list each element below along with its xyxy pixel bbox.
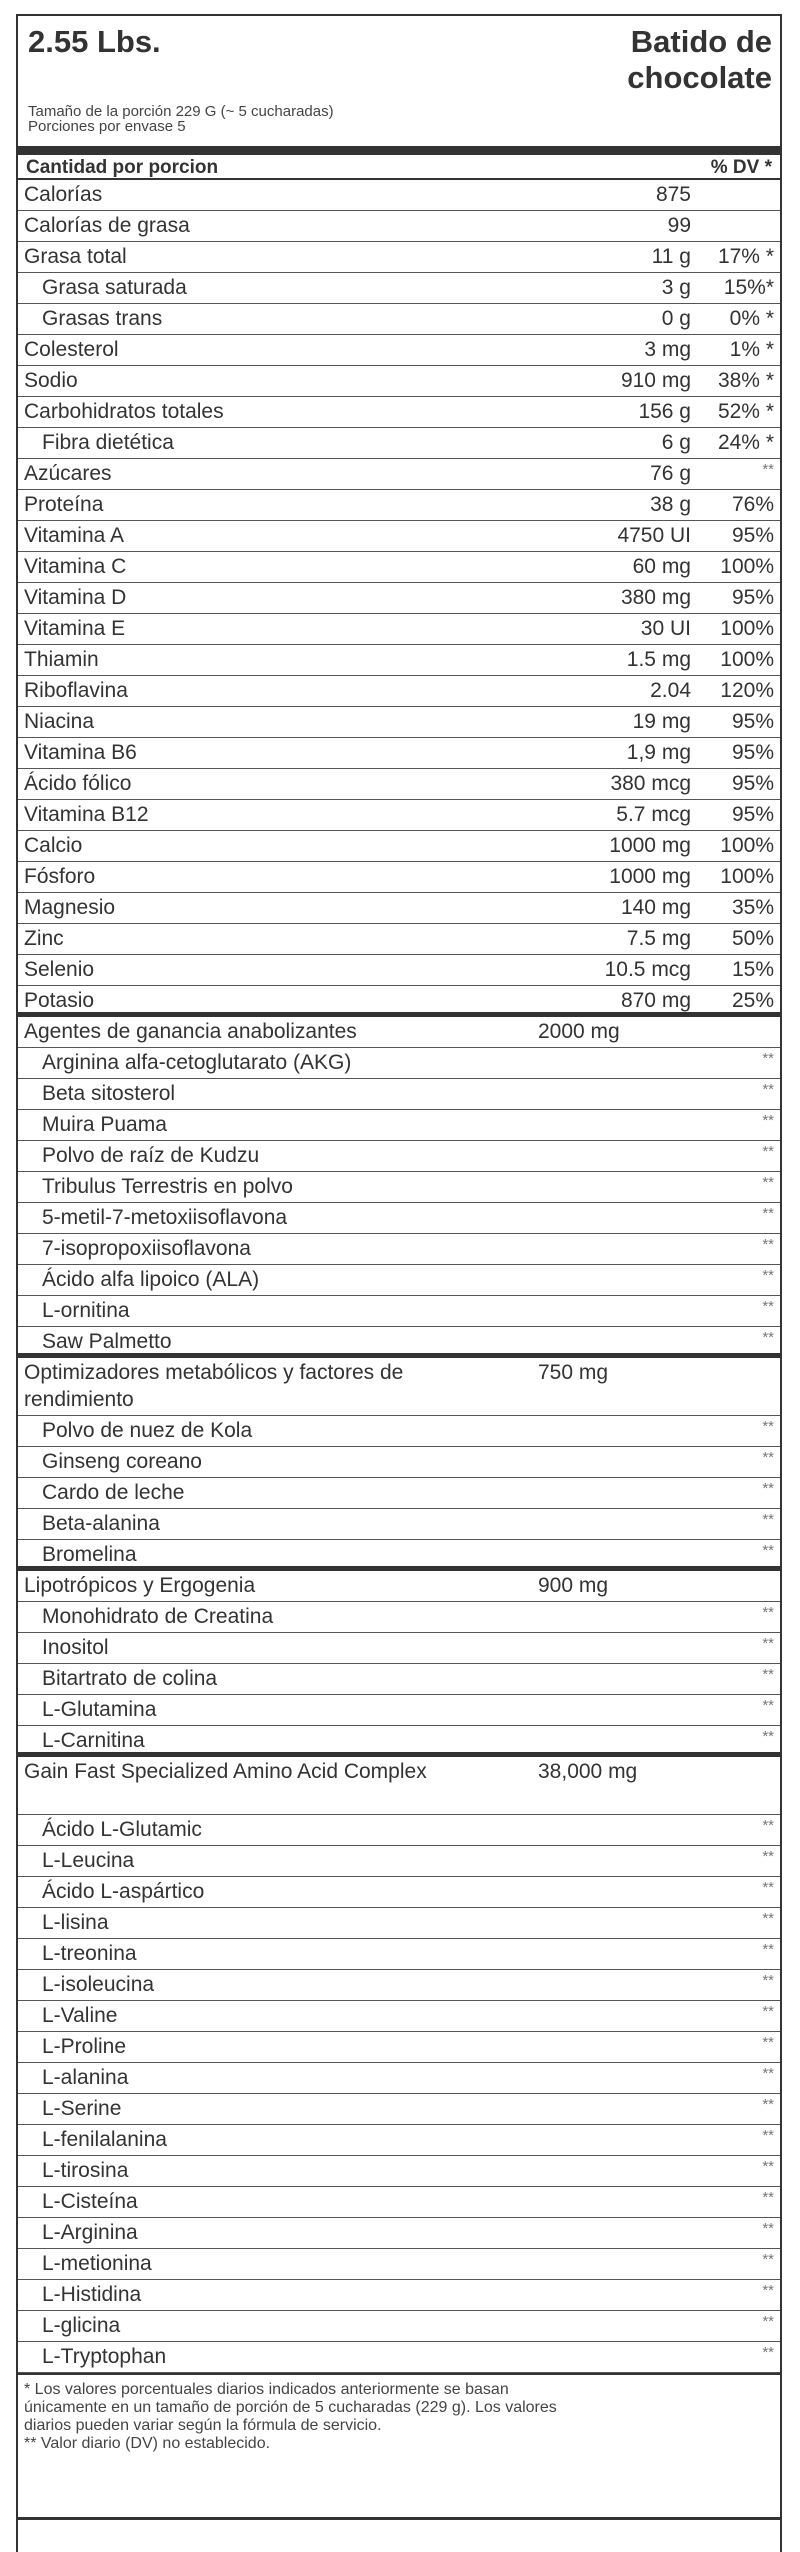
nutrient-name: Grasa saturada xyxy=(42,276,187,299)
nutrient-row xyxy=(18,831,780,862)
footnote xyxy=(18,2373,780,2461)
nutrient-row xyxy=(18,583,780,614)
blend-list xyxy=(18,1017,780,2373)
blend-ingredient-row xyxy=(18,2218,780,2249)
blend-ingredient-row xyxy=(18,1509,780,1540)
serving-size: Tamaño de la porción 229 G (~ 5 cucharadas) xyxy=(28,103,334,120)
ingredient-daily-value: ** xyxy=(762,1511,774,1528)
blend-heading-row xyxy=(18,1358,780,1416)
nutrient-amount: 7.5 mg xyxy=(626,927,691,950)
nutrient-daily-value: 120% xyxy=(720,679,774,702)
ingredient-daily-value: ** xyxy=(762,1205,774,1222)
nutrient-amount: 2.04 xyxy=(650,679,691,702)
blend-ingredient-row xyxy=(18,1048,780,1079)
nutrient-row xyxy=(18,273,780,304)
nutrient-amount: 3 mg xyxy=(644,338,691,361)
nutrient-name: Niacina xyxy=(24,710,95,733)
ingredient-name: Polvo de nuez de Kola xyxy=(42,1419,253,1442)
blend-ingredient-row xyxy=(18,1939,780,1970)
nutrient-name: Vitamina A xyxy=(24,524,125,547)
daily-value-heading: % DV * xyxy=(710,157,772,178)
ingredient-name: L-Carnitina xyxy=(42,1729,145,1752)
label-header xyxy=(18,16,780,146)
nutrient-name: Vitamina C xyxy=(24,555,127,578)
ingredient-name: L-Tryptophan xyxy=(42,2345,167,2368)
nutrient-daily-value: 17% * xyxy=(717,245,774,268)
ingredient-name: L-Arginina xyxy=(42,2221,138,2244)
nutrient-amount: 380 mg xyxy=(620,586,691,609)
footnote-line-4: ** Valor diario (DV) no establecido. xyxy=(24,2435,271,2452)
nutrient-name: Calorías de grasa xyxy=(24,214,190,237)
nutrient-name: Ácido fólico xyxy=(24,772,132,795)
nutrient-name: Colesterol xyxy=(24,338,119,361)
blend-ingredient-row xyxy=(18,2187,780,2218)
blend-ingredient-row xyxy=(18,1447,780,1478)
ingredient-name: L-fenilalanina xyxy=(42,2128,167,2151)
blend-ingredient-row xyxy=(18,1141,780,1172)
nutrient-daily-value: 76% xyxy=(731,493,774,516)
nutrient-row xyxy=(18,986,780,1017)
nutrient-name: Fibra dietética xyxy=(42,431,174,454)
blend-heading-row xyxy=(18,1757,780,1815)
nutrient-row xyxy=(18,769,780,800)
ingredient-daily-value: ** xyxy=(762,1941,774,1958)
nutrient-amount: 0 g xyxy=(661,307,691,330)
ingredient-daily-value: ** xyxy=(762,2096,774,2113)
ingredient-daily-value: ** xyxy=(762,1848,774,1865)
nutrient-daily-value: ** xyxy=(762,461,774,478)
footnote-line-1: * Los valores porcentuales diarios indicados anteriormente se basan xyxy=(24,2381,509,2398)
nutrient-name: Magnesio xyxy=(24,896,116,919)
nutrient-amount: 1,9 mg xyxy=(626,741,691,764)
blend-ingredient-row xyxy=(18,1540,780,1571)
ingredient-name: Arginina alfa-cetoglutarato (AKG) xyxy=(42,1051,352,1074)
ingredient-daily-value: ** xyxy=(762,2065,774,2082)
ingredient-name: Saw Palmetto xyxy=(42,1330,172,1353)
blend-ingredient-row xyxy=(18,1296,780,1327)
nutrient-name: Calorías xyxy=(24,183,103,206)
nutrient-row xyxy=(18,924,780,955)
nutrient-amount: 4750 UI xyxy=(617,524,691,547)
ingredient-daily-value: ** xyxy=(762,2003,774,2020)
nutrient-list xyxy=(18,180,780,1017)
blend-ingredient-row xyxy=(18,1110,780,1141)
nutrient-row xyxy=(18,614,780,645)
nutrient-daily-value: 0% * xyxy=(729,307,774,330)
blend-ingredient-row xyxy=(18,2032,780,2063)
blend-ingredient-row xyxy=(18,1602,780,1633)
ingredient-name: Monohidrato de Creatina xyxy=(42,1605,274,1628)
nutrient-daily-value: 100% xyxy=(720,865,774,888)
nutrient-name: Azúcares xyxy=(24,462,112,485)
amount-per-serving-heading: Cantidad por porcion xyxy=(26,157,219,178)
nutrient-amount: 910 mg xyxy=(620,369,691,392)
nutrient-name: Sodio xyxy=(24,369,78,392)
ingredient-name: L-metionina xyxy=(42,2252,152,2275)
nutrient-daily-value: 24% * xyxy=(717,431,774,454)
nutrient-name: Calcio xyxy=(24,834,83,857)
blend-ingredient-row xyxy=(18,1203,780,1234)
table-header xyxy=(18,146,780,180)
blend-amount: 2000 mg xyxy=(538,1020,620,1043)
nutrient-daily-value: 1% * xyxy=(729,338,774,361)
blend-ingredient-row xyxy=(18,2094,780,2125)
ingredient-name: Ácido alfa lipoico (ALA) xyxy=(42,1268,260,1291)
nutrient-row xyxy=(18,707,780,738)
blend-ingredient-row xyxy=(18,1478,780,1509)
nutrient-row xyxy=(18,738,780,769)
ingredient-daily-value: ** xyxy=(762,1143,774,1160)
nutrient-amount: 11 g xyxy=(651,245,691,268)
nutrient-row xyxy=(18,242,780,273)
ingredient-daily-value: ** xyxy=(762,1112,774,1129)
footnote-line-2: únicamente en un tamaño de porción de 5 cucharadas (229 g). Los valores xyxy=(24,2399,557,2416)
ingredient-name: L-tirosina xyxy=(42,2159,129,2182)
ingredient-name: Bitartrato de colina xyxy=(42,1667,218,1690)
nutrient-daily-value: 100% xyxy=(720,555,774,578)
nutrient-row xyxy=(18,459,780,490)
blend-ingredient-row xyxy=(18,1079,780,1110)
nutrient-daily-value: 50% xyxy=(731,927,774,950)
nutrient-amount: 10.5 mcg xyxy=(604,958,691,981)
nutrient-name: Proteína xyxy=(24,493,104,516)
ingredient-name: L-Histidina xyxy=(42,2283,142,2306)
blend-ingredient-row xyxy=(18,2280,780,2311)
nutrient-daily-value: 95% xyxy=(731,741,774,764)
ingredient-daily-value: ** xyxy=(762,1910,774,1927)
blend-heading-row xyxy=(18,1017,780,1048)
ingredient-daily-value: ** xyxy=(762,2158,774,2175)
label-bottom-edge xyxy=(16,2517,782,2550)
serving-info xyxy=(28,104,334,134)
nutrient-name: Vitamina D xyxy=(24,586,127,609)
ingredient-name: Ácido L-aspártico xyxy=(42,1880,205,1903)
nutrient-row xyxy=(18,304,780,335)
nutrient-amount: 99 xyxy=(667,214,691,237)
nutrient-row xyxy=(18,211,780,242)
ingredient-daily-value: ** xyxy=(762,2282,774,2299)
blend-name: Lipotrópicos y Ergogenia xyxy=(24,1574,256,1597)
nutrient-name: Vitamina B6 xyxy=(24,741,137,764)
nutrient-amount: 38 g xyxy=(650,493,691,516)
nutrient-amount: 140 mg xyxy=(620,896,691,919)
nutrient-name: Vitamina B12 xyxy=(24,803,149,826)
servings-per-container: Porciones por envase 5 xyxy=(28,118,186,135)
nutrient-amount: 5.7 mcg xyxy=(616,803,691,826)
blend-ingredient-row xyxy=(18,2063,780,2094)
ingredient-daily-value: ** xyxy=(762,1298,774,1315)
ingredient-name: L-ornitina xyxy=(42,1299,130,1322)
blend-ingredient-row xyxy=(18,2311,780,2342)
ingredient-daily-value: ** xyxy=(762,1542,774,1559)
ingredient-name: Beta-alanina xyxy=(42,1512,160,1535)
blend-heading-row xyxy=(18,1571,780,1602)
nutrient-amount: 6 g xyxy=(661,431,691,454)
nutrient-daily-value: 35% xyxy=(731,896,774,919)
ingredient-name: 5-metil-7-metoxiisoflavona xyxy=(42,1206,288,1229)
nutrient-amount: 875 xyxy=(655,183,691,206)
nutrient-name: Fósforo xyxy=(24,865,96,888)
ingredient-daily-value: ** xyxy=(762,1081,774,1098)
ingredient-daily-value: ** xyxy=(762,2251,774,2268)
nutrient-row xyxy=(18,552,780,583)
footnote-line-3: diarios pueden variar según la fórmula de servicio. xyxy=(24,2417,382,2434)
ingredient-daily-value: ** xyxy=(762,1666,774,1683)
nutrient-daily-value: 100% xyxy=(720,617,774,640)
nutrient-row xyxy=(18,893,780,924)
nutrient-name: Vitamina E xyxy=(24,617,126,640)
ingredient-name: L-lisina xyxy=(42,1911,109,1934)
nutrient-row xyxy=(18,428,780,459)
nutrient-name: Potasio xyxy=(24,989,95,1012)
ingredient-name: Cardo de leche xyxy=(42,1481,185,1504)
nutrient-name: Thiamin xyxy=(24,648,99,671)
blend-ingredient-row xyxy=(18,1908,780,1939)
blend-ingredient-row xyxy=(18,1265,780,1296)
nutrient-name: Grasa total xyxy=(24,245,127,268)
ingredient-daily-value: ** xyxy=(762,1480,774,1497)
blend-name: Optimizadores metabólicos y factores de rendimiento xyxy=(24,1361,404,1411)
blend-ingredient-row xyxy=(18,1970,780,2001)
ingredient-name: Ácido L-Glutamic xyxy=(42,1818,202,1841)
nutrient-amount: 380 mcg xyxy=(610,772,691,795)
nutrient-amount: 19 mg xyxy=(632,710,691,733)
blend-ingredient-row xyxy=(18,1877,780,1908)
ingredient-name: L-isoleucina xyxy=(42,1973,155,1996)
nutrient-amount: 3 g xyxy=(661,276,691,299)
ingredient-daily-value: ** xyxy=(762,2344,774,2361)
flavor-line-2: chocolate xyxy=(627,60,772,95)
ingredient-name: Beta sitosterol xyxy=(42,1082,176,1105)
blend-ingredient-row xyxy=(18,2125,780,2156)
ingredient-daily-value: ** xyxy=(762,1050,774,1067)
ingredient-daily-value: ** xyxy=(762,2127,774,2144)
nutrient-daily-value: 100% xyxy=(720,648,774,671)
ingredient-daily-value: ** xyxy=(762,2220,774,2237)
nutrient-row xyxy=(18,335,780,366)
ingredient-name: Polvo de raíz de Kudzu xyxy=(42,1144,260,1167)
nutrient-amount: 1000 mg xyxy=(609,834,691,857)
nutrient-daily-value: 95% xyxy=(731,772,774,795)
nutrient-row xyxy=(18,862,780,893)
nutrient-name: Grasas trans xyxy=(42,307,163,330)
ingredient-name: Inositol xyxy=(42,1636,109,1659)
ingredient-daily-value: ** xyxy=(762,1267,774,1284)
nutrient-row xyxy=(18,490,780,521)
ingredient-name: L-Serine xyxy=(42,2097,122,2120)
nutrient-amount: 870 mg xyxy=(620,989,691,1012)
nutrient-name: Carbohidratos totales xyxy=(24,400,224,423)
blend-amount: 750 mg xyxy=(538,1361,609,1384)
nutrient-amount: 60 mg xyxy=(632,555,691,578)
blend-amount: 38,000 mg xyxy=(538,1760,638,1783)
ingredient-name: L-alanina xyxy=(42,2066,129,2089)
nutrient-daily-value: 100% xyxy=(720,834,774,857)
nutrient-amount: 30 UI xyxy=(640,617,691,640)
nutrient-amount: 1.5 mg xyxy=(626,648,691,671)
nutrient-daily-value: 15%* xyxy=(723,276,774,299)
blend-name: Agentes de ganancia anabolizantes xyxy=(24,1020,357,1043)
ingredient-daily-value: ** xyxy=(762,1236,774,1253)
nutrient-amount: 76 g xyxy=(650,462,691,485)
ingredient-name: Ginseng coreano xyxy=(42,1450,202,1473)
ingredient-name: L-treonina xyxy=(42,1942,137,1965)
nutrient-name: Riboflavina xyxy=(24,679,128,702)
nutrient-row xyxy=(18,521,780,552)
ingredient-daily-value: ** xyxy=(762,1329,774,1346)
nutrient-daily-value: 95% xyxy=(731,803,774,826)
nutrient-row xyxy=(18,955,780,986)
ingredient-name: L-Glutamina xyxy=(42,1698,157,1721)
blend-ingredient-row xyxy=(18,2342,780,2373)
nutrient-name: Selenio xyxy=(24,958,95,981)
nutrient-daily-value: 25% xyxy=(731,989,774,1012)
blend-ingredient-row xyxy=(18,1726,780,1757)
ingredient-name: L-Valine xyxy=(42,2004,118,2027)
ingredient-daily-value: ** xyxy=(762,1728,774,1745)
nutrient-amount: 156 g xyxy=(638,400,691,423)
ingredient-name: Muira Puama xyxy=(42,1113,167,1136)
ingredient-name: L-glicina xyxy=(42,2314,121,2337)
nutrient-row xyxy=(18,676,780,707)
blend-ingredient-row xyxy=(18,1416,780,1447)
nutrient-row xyxy=(18,180,780,211)
ingredient-daily-value: ** xyxy=(762,2189,774,2206)
nutrient-row xyxy=(18,800,780,831)
blend-ingredient-row xyxy=(18,1695,780,1726)
ingredient-daily-value: ** xyxy=(762,1604,774,1621)
ingredient-daily-value: ** xyxy=(762,1817,774,1834)
blend-name: Gain Fast Specialized Amino Acid Complex xyxy=(24,1760,427,1783)
blend-ingredient-row xyxy=(18,2249,780,2280)
nutrient-row xyxy=(18,645,780,676)
product-flavor xyxy=(627,24,772,96)
blend-ingredient-row xyxy=(18,1172,780,1203)
ingredient-daily-value: ** xyxy=(762,1174,774,1191)
blend-amount: 900 mg xyxy=(538,1574,609,1597)
ingredient-daily-value: ** xyxy=(762,1879,774,1896)
nutrient-name: Zinc xyxy=(24,927,64,950)
nutrient-amount: 1000 mg xyxy=(609,865,691,888)
nutrient-daily-value: 95% xyxy=(731,710,774,733)
ingredient-name: L-Cisteína xyxy=(42,2190,138,2213)
ingredient-daily-value: ** xyxy=(762,1635,774,1652)
nutrient-row xyxy=(18,397,780,428)
blend-ingredient-row xyxy=(18,1815,780,1846)
nutrient-daily-value: 52% * xyxy=(717,400,774,423)
ingredient-daily-value: ** xyxy=(762,1972,774,1989)
blend-ingredient-row xyxy=(18,2156,780,2187)
blend-ingredient-row xyxy=(18,2001,780,2032)
ingredient-daily-value: ** xyxy=(762,1418,774,1435)
nutrient-row xyxy=(18,366,780,397)
ingredient-daily-value: ** xyxy=(762,1449,774,1466)
blend-ingredient-row xyxy=(18,1664,780,1695)
nutrient-daily-value: 95% xyxy=(731,524,774,547)
ingredient-name: 7-isopropoxiisoflavona xyxy=(42,1237,251,1260)
nutrition-facts-panel xyxy=(16,14,782,2552)
ingredient-name: Tribulus Terrestris en polvo xyxy=(42,1175,293,1198)
nutrient-daily-value: 38% * xyxy=(717,369,774,392)
ingredient-name: Bromelina xyxy=(42,1543,137,1566)
nutrient-daily-value: 95% xyxy=(731,586,774,609)
product-weight: 2.55 Lbs. xyxy=(28,24,161,59)
nutrient-daily-value: 15% xyxy=(731,958,774,981)
ingredient-daily-value: ** xyxy=(762,2313,774,2330)
blend-ingredient-row xyxy=(18,1234,780,1265)
blend-ingredient-row xyxy=(18,1633,780,1664)
ingredient-daily-value: ** xyxy=(762,2034,774,2051)
blend-ingredient-row xyxy=(18,1846,780,1877)
ingredient-name: L-Proline xyxy=(42,2035,127,2058)
flavor-line-1: Batido de xyxy=(630,24,772,59)
ingredient-daily-value: ** xyxy=(762,1697,774,1714)
blend-ingredient-row xyxy=(18,1327,780,1358)
ingredient-name: L-Leucina xyxy=(42,1849,135,1872)
